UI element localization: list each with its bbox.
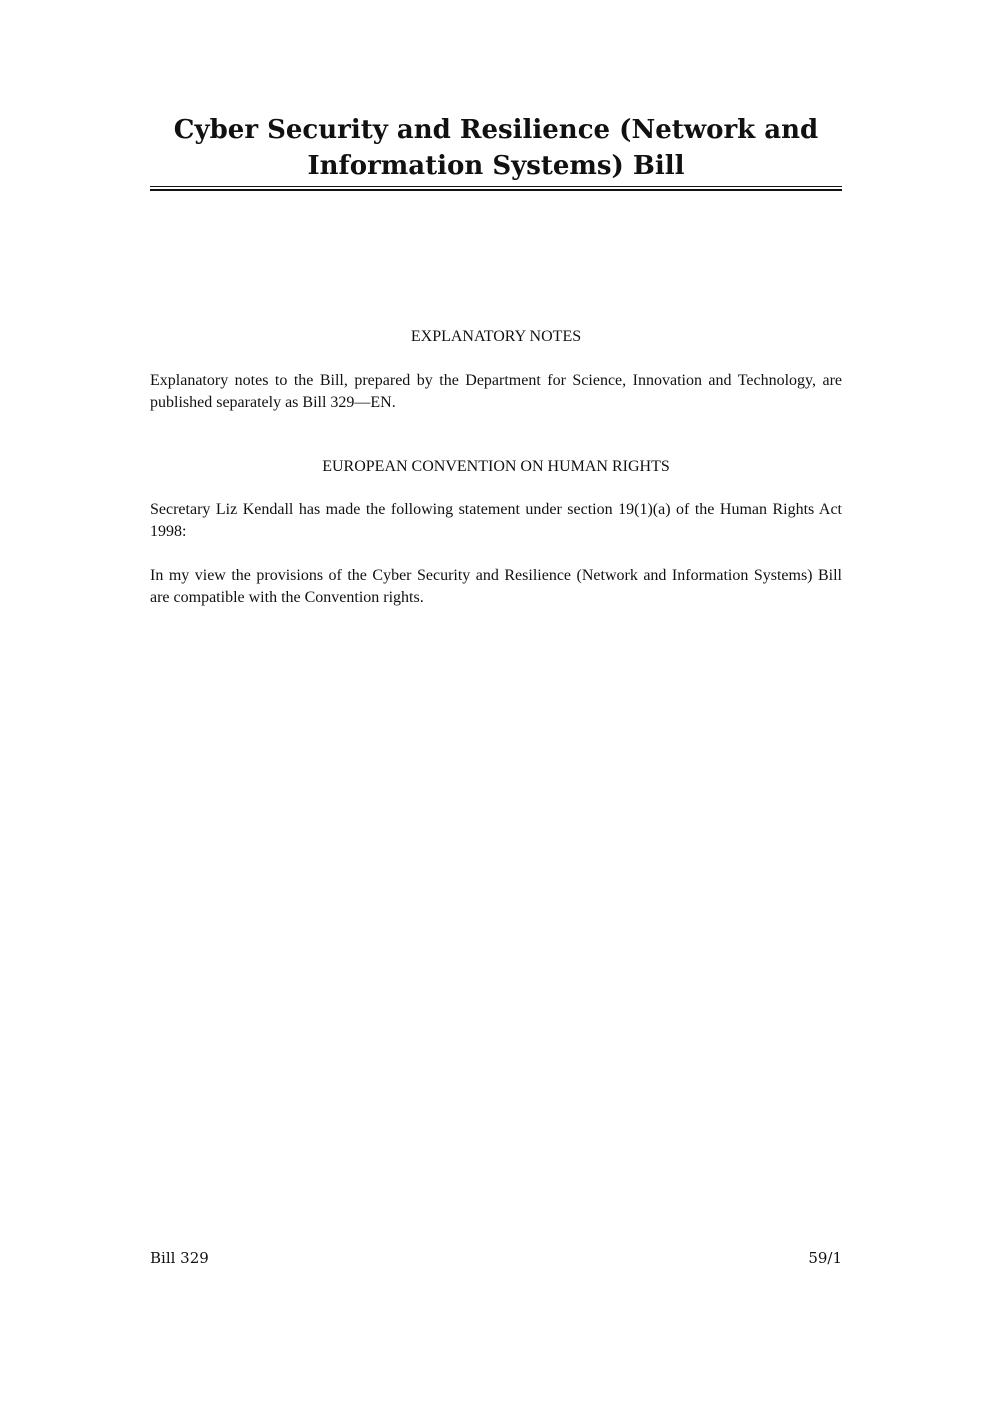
footer-bill-number: Bill 329 (150, 1249, 209, 1267)
bill-title-line-1: Cyber Security and Resilience (Network and (173, 115, 819, 145)
echr-heading: EUROPEAN CONVENTION ON HUMAN RIGHTS (322, 458, 670, 475)
echr-statement: In my view the provisions of the Cyber Security and Resilience (Network and Information Systems) Bill are compatible with the Convention rights. (150, 567, 842, 606)
footer-page-reference: 59/1 (808, 1249, 842, 1267)
echr-statement-intro: Secretary Liz Kendall has made the following statement under section 19(1)(a) of the Human Rights Act 1998: (150, 501, 842, 540)
title-double-rule (150, 186, 842, 191)
explanatory-notes-heading: EXPLANATORY NOTES (410, 328, 582, 345)
explanatory-notes-paragraph: Explanatory notes to the Bill, prepared by the Department for Science, Innovation and Technology, are published separately as Bill 329—EN. (150, 372, 842, 411)
bill-title (150, 112, 842, 184)
bill-title-line-2: Information Systems) Bill (307, 151, 685, 181)
